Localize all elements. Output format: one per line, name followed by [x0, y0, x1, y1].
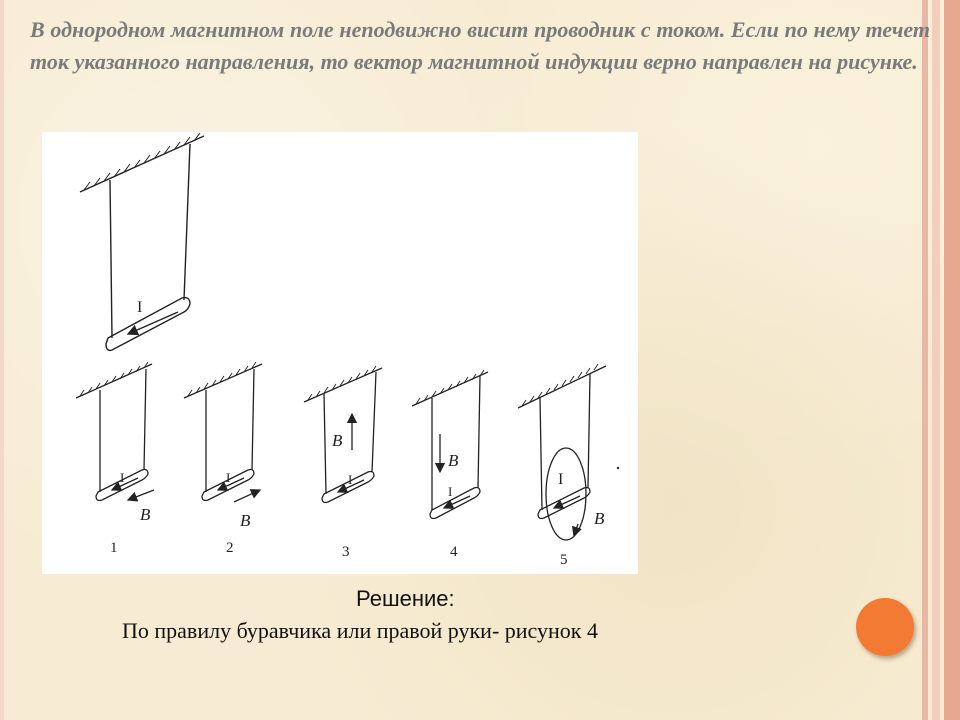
- option-1-diagram: [76, 362, 154, 501]
- option-number-3: 3: [342, 544, 350, 560]
- option-2-diagram: [184, 362, 262, 502]
- ceiling-line: [80, 136, 204, 192]
- svg-text:I: I: [558, 471, 564, 488]
- solution-heading: Решение:: [356, 586, 455, 611]
- main-diagram: [80, 133, 204, 350]
- suspension-thread: [110, 180, 112, 338]
- option-3-diagram: [304, 366, 382, 503]
- option-number-2: 2: [226, 540, 234, 556]
- field-label-5: B: [594, 509, 605, 528]
- right-border-stripe: [932, 0, 940, 720]
- svg-text:I: I: [448, 484, 453, 499]
- suspension-thread: [184, 144, 190, 300]
- option-number-1: 1: [110, 540, 118, 556]
- ceiling-hatching: [84, 133, 200, 190]
- right-border-stripe: [922, 0, 928, 720]
- field-label-1: B: [140, 505, 151, 524]
- field-arrow-1: [128, 490, 154, 500]
- problem-statement: В однородном магнитном поле неподвижно висит проводник с током. Если по нему течет ток указанного направления, то вектор магнитной индукции верно направлен на рисунке.: [30, 17, 930, 74]
- left-border-stripe: [0, 0, 4, 720]
- field-label-2: B: [240, 511, 251, 530]
- current-label-main: I: [137, 299, 143, 316]
- field-label-4: B: [448, 451, 459, 470]
- right-border-stripe: [944, 0, 960, 720]
- svg-text:I: I: [226, 470, 231, 485]
- figure-drawing: [42, 132, 638, 574]
- physics-figure: [42, 132, 638, 574]
- solution-text: По правилу буравчика или правой руки- рисунок 4: [122, 618, 598, 643]
- option-number-4: 4: [450, 544, 458, 560]
- option-5-diagram: [518, 364, 606, 540]
- option-number-5: 5: [560, 552, 568, 568]
- field-arrow-2: [234, 490, 260, 502]
- svg-text:I: I: [120, 470, 125, 485]
- field-circle-5: [546, 448, 586, 540]
- conductor-rod: [106, 298, 190, 351]
- decorative-circle-icon: [856, 598, 914, 656]
- field-label-3: B: [332, 431, 343, 450]
- svg-text:I: I: [348, 472, 353, 487]
